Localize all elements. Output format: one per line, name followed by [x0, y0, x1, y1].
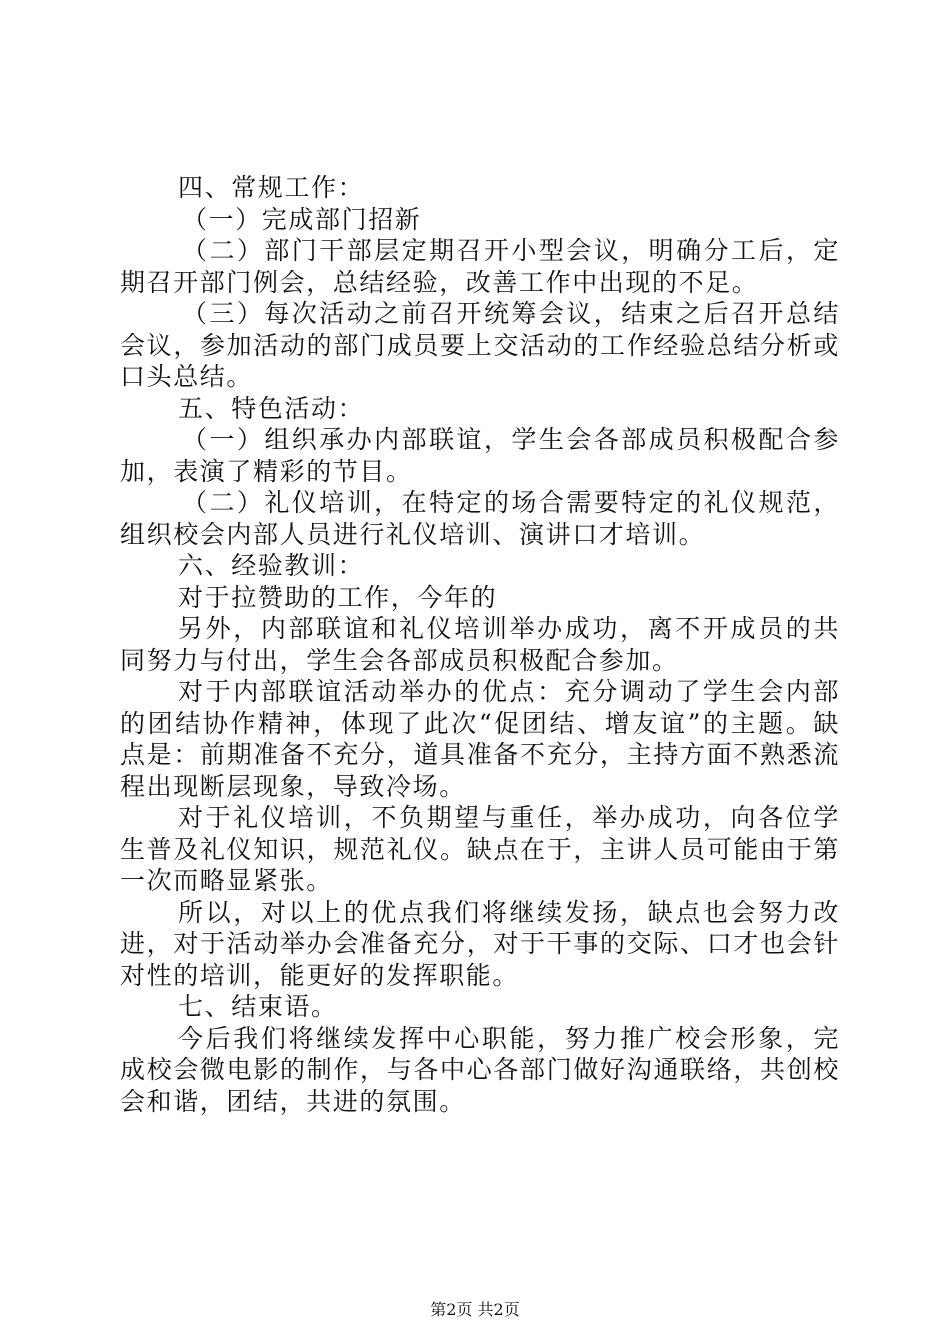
paragraph-internal-party: （一）组织承办内部联谊，学生会各部成员积极配合参加，表演了精彩的节目。	[120, 425, 840, 486]
paragraph-recruitment: （一）完成部门招新	[182, 204, 422, 234]
paragraph-party-review: 对于内部联谊活动举办的优点：充分调动了学生会内部的团结协作精神，体现了此次“促团结、增友谊”的主题。缺点是：前期准备不充分，道具准备不充分，主持方面不熟悉流程出现断层现象，导致冷场。	[120, 677, 840, 801]
section-heading-routine-work: 四、常规工作：	[178, 173, 365, 202]
section-heading-lessons: 六、经验教训：	[178, 551, 365, 580]
paragraph-activity-meetings: （三）每次活动之前召开统筹会议，结束之后召开总结会议，参加活动的部门成员要上交活动的工作经验总结分析或口头总结。	[120, 299, 840, 391]
paragraph-future: 今后我们将继续发挥中心职能，努力推广校会形象，完成校会微电影的制作，与各中心各部门做好沟通联络，共创校会和谐，团结，共进的氛围。	[120, 1023, 840, 1116]
page-number-footer: 第2页 共2页	[430, 1300, 520, 1319]
paragraph-etiquette-training: （二）礼仪培训，在特定的场合需要特定的礼仪规范，组织校会内部人员进行礼仪培训、演讲口才培训。	[120, 488, 840, 549]
paragraph-success: 另外，内部联谊和礼仪培训举办成功，离不开成员的共同努力与付出，学生会各部成员积极配合参加。	[120, 614, 840, 675]
paragraph-improvement: 所以，对以上的优点我们将继续发扬，缺点也会努力改进，对于活动举办会准备充分，对于干事的交际、口才也会针对性的培训，能更好的发挥职能。	[120, 897, 840, 990]
paragraph-meetings: （二）部门干部层定期召开小型会议，明确分工后，定期召开部门例会，总结经验，改善工作中出现的不足。	[120, 236, 840, 297]
paragraph-sponsorship: 对于拉赞助的工作，今年的	[178, 582, 498, 612]
paragraph-etiquette-review: 对于礼仪培训，不负期望与重任，举办成功，向各位学生普及礼仪知识，规范礼仪。缺点在于，主讲人员可能由于第一次而略显紧张。	[120, 803, 840, 895]
section-heading-conclusion: 七、结束语。	[178, 992, 338, 1021]
document-body	[120, 172, 840, 1117]
section-heading-special-activities: 五、特色活动：	[178, 393, 365, 423]
